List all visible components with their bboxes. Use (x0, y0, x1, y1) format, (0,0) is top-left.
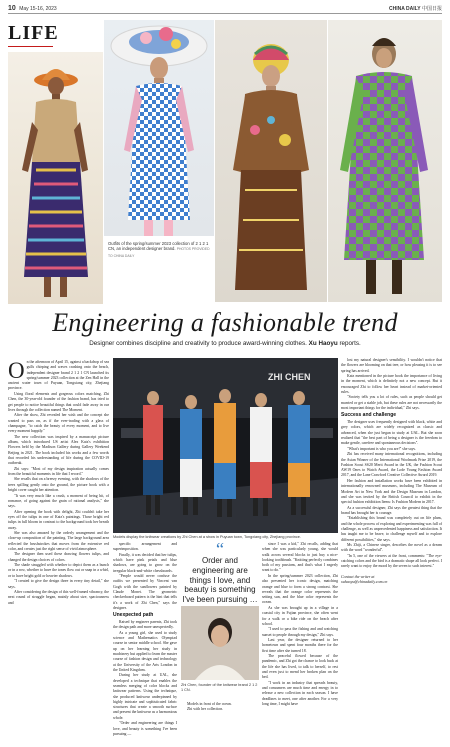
subheading: Success and challenge (341, 412, 397, 419)
header-divider (8, 13, 442, 14)
subheading: Unexpected path (113, 612, 154, 619)
portrait-caption: Zhi Chen, founder of the knitwear brand 2 1 2 1 CN. (181, 683, 258, 692)
model-photo-turban (215, 20, 327, 302)
page-info (8, 5, 57, 12)
model-photo-orange-hat (8, 52, 103, 304)
paragraph: The new collection was inspired by a manuscript picture album, which introduced US artist Alex Katz's exhibition Flowers held by the Madison Gallery during Gallery Weekend Beijing in 2021. The book included his works and a few words that recorded his understanding of life during the COVID-19 outbreak. (8, 434, 109, 466)
paragraph: Using floral elements and gorgeous colors matching, Zhi Chen, the 30-year-old founder of the fashion brand, has tried to get people to notice beautiful things that could fade away in our lives through the collection named The Moment. (8, 391, 109, 412)
paragraph: "I created to give the design three in every tiny detail," she says. (8, 579, 109, 589)
paragraph: Her fashion and installation works have been exhibited in internationally renowned museums, including The Museum of Modern Art in New York and the Design Museum in London, and she was invited by the British Council to exhibit in the special fashion exhibition Items: Is Fashion Modern in 2017. (341, 478, 442, 505)
paragraph: Zhi with her collection. (187, 707, 224, 712)
byline-suffix: reports. (337, 340, 361, 347)
paragraph: After opening the book with delight, Zhi couldn't take her eyes off the tulips in one of Katz's paintings. Those bright red tulips in full bloom in contrast to the background took her breath away. (8, 509, 109, 530)
article-column-3 (262, 542, 338, 708)
issue-date: May 15-16, 2023 (19, 6, 57, 12)
article-column-2 (113, 542, 177, 737)
paragraph: "In 5, one of the viewers at the front, comments: "The eye-catching colors and the bird is a dramatic shape all look perfect. I rarely want to enjoy the mood by the seven to such interest." (341, 553, 442, 569)
paragraph: "It was very much like a crush, a moment of being hit, of romance, of going against the grain of rational analysis," she says. (8, 493, 109, 509)
paragraph: The shade struggled with whether to depict them as a bunch or in a row, whether to have the tones flow out or snap in a whirl, or to have bright gold or heavier shadows. (8, 563, 109, 578)
paragraph: The designer uses frequently designed with black, white and grey colors, which are widely recognized as classic and advanced, when she just began to study at UAL. But she soon realized that "the best part of being a designer is the freedom to make gentle, carefree and spontaneous decisions". (341, 420, 442, 446)
model-photo-checker-dress (104, 20, 214, 236)
paragraph: Last year, the designer returned to her hometown and spent four months there for the first time after she turned 18. (262, 638, 338, 653)
paragraph: She recalls that on a breezy evening, with the shadows of the trees spilling gently onto the ground, the picture book with a bright cover caught her attention. (8, 477, 109, 493)
paragraph: "Society tells you a lot of rules, such as people should get married or get a stable job, but these rules are not necessarily the most important things for the individual," Zhi says. (341, 395, 442, 411)
paragraph: Zhi has received many international recognitions, including the Asian Winner of the International Woolmark Prize 2019, the Fashion Scout SS20 Merit Award in the UK, the Fashion Scout AW19 Ones to Watch Award, the Lode Young Fashion Award 2017, and the Lane Crawford Creative Collective Award 2019. (341, 452, 442, 478)
paragraph: Finally, it was decided that her tulips, which have pink petals and blue shadows, are going to grow on the irregular black-and-white chessboards. (113, 552, 177, 573)
runway-photo (113, 358, 338, 533)
runway-photo-caption (113, 535, 338, 539)
masthead (389, 5, 442, 12)
paragraph: After considering the design of this well-framed vibrancy, the next round of struggle began, mainly about size, spaciousness and (8, 590, 109, 605)
paragraph: "People would never confuse the outfits we presented by Vincent van Gogh with the sunflowers painted by Claude Monet. The geometric checkerboard pattern is the hint that tells it's a work of Zhi Chen," says the designer. (113, 574, 177, 610)
byline: Xu Haoyu (308, 340, 338, 347)
paragraph: The peaceful flowed because of the pandemic, and Zhi got the chance to look back at the life she has lived, to talk to herself, to rest and even just to mend her broken plan on the bed. (262, 654, 338, 680)
drop-cap: O (8, 358, 25, 383)
section-underline (8, 46, 53, 47)
caption-text: Outfits of the spring/summer 2023 collection of 2 1 2 1 CN, an independent designer brand. (108, 241, 209, 252)
quote-mark-icon: “ (216, 539, 224, 559)
paragraph: "Order and engineering are things I love, and beauty is something I've been pursuing — (113, 721, 177, 736)
paragraph: The designer then used these drawing flowers tulips, and changed the design choices of colors. (8, 552, 109, 562)
publication-name: CHINA DAILY (389, 6, 421, 12)
paragraph: She was also amazed by the orderly arrangement and the close-up composition of the painting. The large background area reflected the brushstrokes that moves from the extensive red color, and creates just the right sense of vivid atmosphere. (8, 531, 109, 551)
page-number: 10 (8, 5, 16, 12)
model-photo-check-coat (328, 20, 442, 302)
paragraph: since I was a kid," Zhi recalls, adding that when she was particularly young, she would walk across several blocks to just buy a nice-looking toothbrush. "Knitting perfectly combines both of my passions, and that's what I eagerly want to do." (262, 542, 338, 573)
lead-text: n the afternoon of April 15, against a backdrop of sea gulls chirping and waves crashing onto the beach, independent designer brand 2 1 2 1 CN launched its spring/summer 2023 collection at the Zen Hall in the ancient water town of Puyuan, Tongxiang city, Zhejiang province. (8, 360, 109, 391)
paragraph: Models in front of the ocean. (187, 702, 232, 706)
paragraph: "I used to pass the fishing and and watching sunset to people through my design," Zhi says. (262, 627, 338, 637)
paragraph: Raised by engineer parents, Zhi took the design path and more unexpectedly. (113, 620, 177, 630)
article-column-2b (181, 702, 259, 713)
paragraph: As a successful designer, Zhi says the greatest thing that the brand has brought her is courage. (341, 505, 442, 515)
lead-paragraph (8, 360, 109, 392)
article-column-4 (341, 358, 442, 584)
quote-text: Order and engineering are things I love, and beauty is something I've been pursuing … (182, 556, 258, 605)
runway-sign: ZHI CHEN (268, 372, 311, 382)
publication-name-cn: 中国日报 (421, 6, 442, 12)
subheadline (0, 340, 450, 347)
paragraph: In the spring/summer 2023 collection, Zhi also presented her iconic design, matching orange and blue to form a strong contrast. She reveals that the orange color represents the setting sun, and the blue color represents the ocean. (262, 573, 338, 605)
paragraph: As she was brought up in a village in a coastal city in Fujian province, she often went for a walk or a bike ride on the beach after school. (262, 605, 338, 626)
paragraph: "Establishing this brand was completely out on life plans, and the whole process of exploring and experimenting was full of challenge, as well as unprecedented happiness and satisfaction. It has taught me to be brave, to challenge myself and to explore different possibilities," she says. (341, 516, 442, 542)
contact-note (341, 574, 442, 584)
section-title: LIFE (8, 22, 59, 44)
contact-line: Contact the writer at (341, 573, 375, 579)
paragraph: As a young girl, she used to study science and Mathematics Olympiad course in senior middle school. She gave up on her learning her study in machinery but applied to learn the master course of fashion design and technology at the University of the Arts London in the United Kingdom. (113, 630, 177, 672)
paragraph: specific arrangement and superimposition. (113, 542, 177, 552)
headline: Engineering a fashionable trend (52, 308, 398, 337)
caption-text: Models display the knitwear creations by Zhi Chen at a show in Puyuan town, Tongxiang city, Zhejiang province. (113, 535, 301, 539)
portrait-photo (181, 606, 259, 680)
paragraph: Zhi says: "Most of my design inspiration actually comes from the beautiful moments in life that I record." (8, 466, 109, 476)
paragraph: During her study at UAL, she developed a technique that enables the seamless merging of color blocks and knitwear patterns. Using the technique, she produced knitwear underpinned by highly intricate and sophisticated fabric structures that create a smooth surface and present the knitwear as a harmonious whole. (113, 673, 177, 720)
paragraph: Katz mentioned in the picture book the importance of living in the moment, which is definitely not a new concept. But it encouraged Zhi to follow her heart instead of market-oriented rules. (341, 374, 442, 394)
contact-email[interactable]: xuhaoyu@chinadaily.com.cn (341, 578, 388, 584)
article-column-1 (8, 360, 109, 606)
paragraph: After the show, Zhi revealed her wish and the concept she wanted to pass on, as if the ever-trading with a glass of champagne, "to catch the beauty of every moment, and to live every moment happily." (8, 413, 109, 434)
paragraph: Ms Zhiji, a Chinese singer, describes the novel as a dream with the word "wonderful". (341, 543, 442, 553)
paragraph: lost my natural designer's sensibility. I wouldn't notice that the flowers are blooming on that tree, or how pleasing it is to see spring has arrived. (341, 358, 442, 373)
photo-credit: PHOTOS PROVIDED TO CHINA DAILY (108, 247, 210, 258)
paragraph: "What's important is who you are!" she says. (347, 446, 416, 451)
subhead-text: Designer combines discipline and creativity to produce award-winning clothes. (89, 340, 307, 347)
top-photo-caption (108, 241, 212, 259)
page-header (8, 3, 442, 13)
paragraph: "I work in an industry that spreads beauty, and consumers are much time and energy in to release a new collection in each season. I have deadlines to meet, one after another. For a very long time, I might have (262, 680, 338, 707)
